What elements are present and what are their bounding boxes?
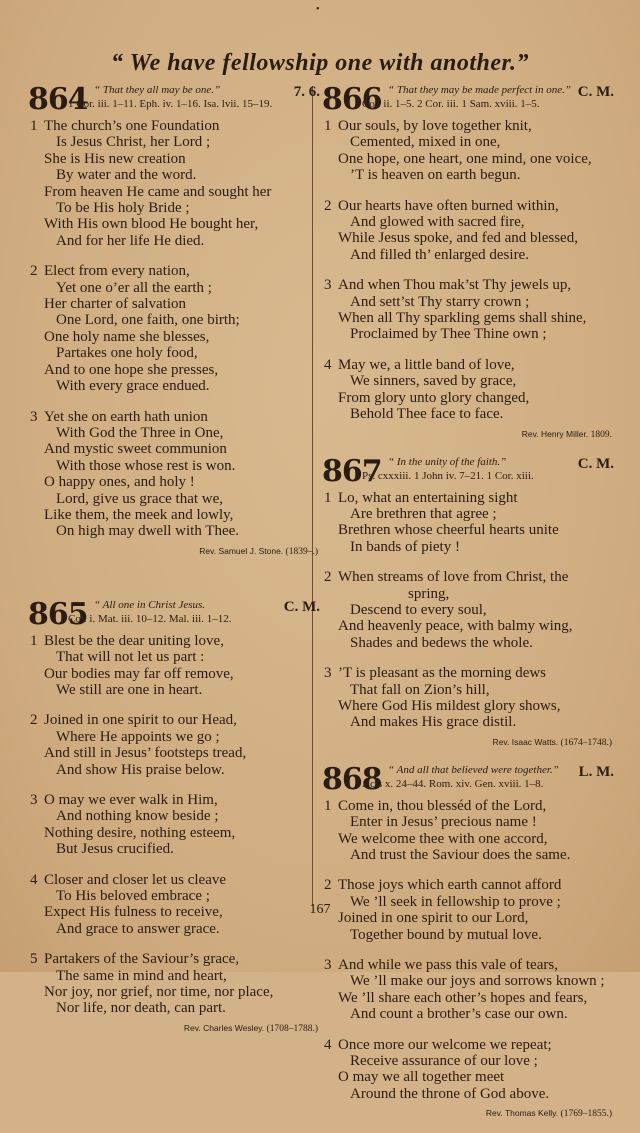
stanza-line: spring, — [408, 585, 450, 602]
stanza-line: One Lord, one faith, one birth; — [56, 312, 240, 329]
stanza-line: On high may dwell with Thee. — [56, 523, 240, 540]
stanza-line: From heaven He came and sought her — [44, 183, 272, 200]
hymn-number: 868 — [322, 761, 382, 797]
hymn-attribution — [24, 1023, 324, 1034]
stanza-line: Closer and closer let us cleave — [44, 871, 227, 888]
stanza-line: Come in, thou blesséd of the Lord, — [338, 797, 547, 814]
stanza-line: To His beloved embrace ; — [56, 888, 210, 905]
right-column — [318, 82, 618, 1133]
stanza-line: Yet one o’er all the earth ; — [56, 279, 212, 296]
stanza-line: Expect His fulness to receive, — [44, 904, 223, 921]
hymn-header — [24, 82, 324, 118]
stanza-line: Partakes one holy food, — [56, 345, 198, 362]
stanza-line: And while we pass this vale of tears, — [338, 957, 558, 974]
stanza-line: We still are one in heart. — [56, 681, 203, 698]
hymn-attribution — [318, 737, 618, 748]
author-name: Rev. Samuel J. Stone. — [199, 545, 284, 556]
stanza-line: Joined in one spirit to our Head, — [44, 712, 237, 729]
stanza-number: 1 — [324, 118, 332, 134]
stanza-line: And grace to answer grace. — [56, 920, 220, 937]
stanza-number: 3 — [30, 408, 38, 425]
stanza-number: 3 — [30, 792, 38, 808]
hymn-header — [318, 82, 618, 118]
stanza-line: Yet she on earth hath union — [44, 408, 208, 425]
stanza-line: Where He appoints we go ; — [56, 728, 220, 745]
stanza-line: And mystic sweet communion — [44, 441, 227, 458]
stanza-line: Partakers of the Saviour’s grace, — [44, 951, 240, 968]
stanza — [318, 357, 618, 423]
stanza-number: 5 — [30, 951, 38, 968]
stanza-line: One holy name she blesses, — [44, 328, 210, 345]
author-dates: (1769–1855.) — [560, 1109, 612, 1120]
hymn-scripture-refs: Ps. cxxxiii. 1 John iv. 7–21. 1 Cor. xiii. — [362, 469, 534, 482]
page-title: “ We have fellowship one with another.” — [111, 50, 529, 76]
stanza-line: Behold Thee face to face. — [350, 406, 504, 423]
hymn-epigraph: “ That they may be made perfect in one.” — [388, 84, 571, 96]
stanza-line: With those whose rest is won. — [56, 457, 236, 474]
stanza-line: But Jesus crucified. — [56, 841, 174, 858]
stanza-line: And show His praise below. — [56, 761, 225, 778]
author-dates: 1809. — [590, 429, 612, 440]
stanza-line: And trust the Saviour does the same. — [350, 847, 571, 863]
stanza-line: We ’ll seek in fellowship to prove ; — [350, 893, 561, 910]
stanza-number: 4 — [30, 871, 38, 888]
stanza-line: Shades and bedews the whole. — [350, 634, 533, 651]
stanza-line: And for her life He died. — [56, 232, 205, 249]
hymn-number: 866 — [322, 82, 382, 117]
hymn-865 — [24, 597, 324, 1034]
stanza — [318, 118, 618, 184]
stanza-line: Those joys which earth cannot afford — [338, 877, 562, 894]
stanza-line: Around the throne of God above. — [350, 1085, 550, 1102]
stanza-line: That fall on Zion’s hill, — [350, 681, 490, 698]
stanza-line: By water and the word. — [56, 167, 197, 184]
stanza — [318, 490, 618, 556]
stanza-line: Where God His mildest glory shows, — [338, 697, 561, 714]
hymn-meter: C. M. — [577, 84, 614, 100]
hymn-scripture-refs: Col. i. Mat. iii. 10–12. Mal. iii. 1–12. — [68, 612, 232, 625]
stanza-line: Her charter of salvation — [44, 296, 187, 313]
stanza-line: Our bodies may far off remove, — [44, 665, 234, 682]
hymn-attribution — [24, 546, 324, 557]
stanza-line: One hope, one heart, one mind, one voice, — [338, 150, 592, 167]
stanza-number: 2 — [30, 712, 38, 729]
stanza-line: O may we ever walk in Him, — [44, 792, 218, 808]
stanza-line: That will not let us part : — [56, 649, 205, 666]
stanza-line: Descend to every soul, — [350, 601, 487, 618]
stanza-number: 4 — [324, 1036, 332, 1053]
stanza-line: She is His new creation — [44, 150, 186, 167]
stanza-line: ’T is pleasant as the morning dews — [338, 665, 547, 682]
stanza-line: And sett’st Thy starry crown ; — [350, 293, 530, 310]
stanza-line: O happy ones, and holy ! — [44, 474, 195, 491]
stanza-number: 2 — [324, 197, 332, 214]
stanza-line: While Jesus spoke, and fed and blessed, — [338, 230, 578, 247]
stanza-number: 3 — [324, 277, 332, 294]
stanza-line: Together bound by mutual love. — [350, 926, 542, 943]
hymn-number: 865 — [28, 596, 88, 632]
stanza — [24, 951, 324, 1017]
stanza — [24, 792, 324, 858]
hymn-number: 864 — [28, 82, 88, 117]
stanza-line: And to one hope she presses, — [44, 361, 219, 378]
top-mark: • — [316, 4, 320, 15]
stanza-line: Nor joy, nor grief, nor time, nor place, — [44, 984, 274, 1001]
stanza — [24, 118, 324, 249]
stanza-line: We ’ll share each other’s hopes and fears, — [338, 989, 588, 1006]
stanza-line: And heavenly peace, with balmy wing, — [338, 618, 573, 635]
stanza — [318, 277, 618, 343]
author-dates: (1708–1788.) — [266, 1023, 318, 1034]
stanza — [318, 1037, 618, 1103]
hymn-header — [318, 454, 618, 490]
hymn-866 — [318, 82, 618, 440]
stanza-line: We welcome thee with one accord, — [338, 830, 548, 847]
hymn-epigraph: “ All one in Christ Jesus. — [94, 598, 206, 611]
stanza-line: O may we all together meet — [338, 1069, 505, 1086]
hymn-number: 867 — [322, 453, 382, 489]
stanza-line: Proclaimed by Thee Thine own ; — [350, 326, 547, 343]
stanza-line: Joined in one spirit to our Lord, — [338, 910, 529, 927]
stanza-line: Our souls, by love together knit, — [338, 118, 532, 134]
page-number: 167 — [309, 902, 331, 917]
stanza-line: With God the Three in One, — [56, 424, 224, 441]
stanza-line: Like them, the meek and lowly, — [44, 506, 234, 523]
stanza-line: The same in mind and heart, — [56, 967, 227, 984]
stanza — [318, 798, 618, 864]
stanza-line: We sinners, saved by grace, — [350, 373, 517, 390]
hymn-header — [24, 597, 324, 633]
author-name: Rev. Isaac Watts. — [492, 736, 559, 747]
stanza — [24, 409, 324, 540]
stanza-line: Lo, what an entertaining sight — [338, 489, 518, 506]
stanza-number: 3 — [324, 957, 332, 974]
stanza-line: Is Jesus Christ, her Lord ; — [56, 134, 211, 151]
stanza-line: And filled th’ enlarged desire. — [350, 246, 529, 263]
hymn-864 — [24, 82, 324, 557]
stanza — [24, 712, 324, 778]
hymn-scripture-refs: Acts x. 24–44. Rom. xiv. Gen. xviii. 1–8. — [362, 777, 544, 790]
stanza — [318, 569, 618, 651]
stanza-number: 1 — [324, 489, 332, 506]
stanza-line: And glowed with sacred fire, — [350, 214, 525, 231]
stanza-line: We ’ll make our joys and sorrows known ; — [350, 973, 605, 990]
stanza-number: 1 — [30, 118, 38, 134]
stanza-line: And makes His grace distil. — [350, 714, 517, 731]
stanza-number: 1 — [30, 632, 38, 649]
stanza-line: And still in Jesus’ footsteps tread, — [44, 745, 247, 762]
stanza-line: The church’s one Foundation — [44, 118, 220, 134]
hymn-attribution — [318, 429, 618, 440]
hymn-867 — [318, 454, 618, 748]
hymn-meter: C. M. — [283, 598, 320, 615]
stanza-line: Are brethren that agree ; — [350, 505, 497, 522]
stanza-line: Nor life, nor death, can part. — [56, 1000, 226, 1017]
stanza-line: Once more our welcome we repeat; — [338, 1036, 552, 1053]
stanza-number: 2 — [324, 877, 332, 894]
author-name: Rev. Charles Wesley. — [183, 1022, 265, 1033]
hymn-scripture-refs: Col. ii. 1–5. 2 Cor. iii. 1 Sam. xviii. 1–5. — [362, 98, 540, 110]
stanza-line: And nothing know beside ; — [56, 808, 219, 825]
stanza-line: With every grace endued. — [56, 378, 210, 395]
stanza-line: Nothing desire, nothing esteem, — [44, 824, 236, 841]
hymn-attribution — [318, 1108, 618, 1119]
stanza-line: Our hearts have often burned within, — [338, 197, 559, 214]
stanza — [318, 198, 618, 264]
stanza-line: Elect from every nation, — [44, 263, 190, 280]
author-dates: (1839–.) — [285, 546, 318, 557]
stanza-line: And when Thou mak’st Thy jewels up, — [338, 277, 572, 294]
author-name: Rev. Thomas Kelly. — [485, 1108, 559, 1119]
stanza-line: Receive assurance of our love ; — [350, 1053, 538, 1070]
hymn-header — [318, 762, 618, 798]
stanza — [24, 263, 324, 394]
stanza-line: From glory unto glory changed, — [338, 389, 530, 406]
stanza-number: 2 — [30, 263, 38, 280]
stanza-line: ’T is heaven on earth begun. — [350, 167, 521, 184]
stanza-line: Cemented, mixed in one, — [350, 134, 501, 151]
stanza-line: Enter in Jesus’ precious name ! — [350, 814, 537, 831]
hymn-epigraph: “ And all that believed were together.” — [388, 763, 559, 776]
stanza-line: When all Thy sparkling gems shall shine, — [338, 310, 587, 327]
stanza-line: Lord, give us grace that we, — [56, 490, 224, 507]
stanza-number: 2 — [324, 569, 332, 586]
stanza-number: 4 — [324, 356, 332, 373]
stanza-line: Brethren whose cheerful hearts unite — [338, 522, 559, 539]
stanza-line: To be His holy Bride ; — [56, 200, 190, 217]
hymn-epigraph: “ That they all may be one.” — [94, 84, 221, 96]
stanza-line: Blest be the dear uniting love, — [44, 632, 224, 649]
stanza-line: When streams of love from Christ, the — [338, 569, 569, 586]
hymn-meter: C. M. — [577, 455, 614, 472]
stanza — [318, 957, 618, 1023]
hymn-868 — [318, 762, 618, 1120]
author-dates: (1674–1748.) — [560, 737, 612, 748]
stanza-line: May we, a little band of love, — [338, 356, 515, 373]
hymn-scripture-refs: 1 Cor. iii. 1–11. Eph. iv. 1–16. Isa. lvii. 15–19. — [68, 98, 273, 110]
hymn-meter: 7. 6. — [293, 84, 320, 100]
stanza-number: 1 — [324, 797, 332, 814]
stanza-line: And count a brother’s case our own. — [350, 1006, 568, 1023]
stanza-line: With His own blood He bought her, — [44, 216, 259, 233]
author-name: Rev. Henry Miller. — [521, 428, 589, 439]
stanza-number: 3 — [324, 665, 332, 682]
hymn-meter: L. M. — [578, 763, 614, 780]
stanza — [318, 665, 618, 731]
stanza-line: In bands of piety ! — [350, 538, 460, 555]
stanza — [24, 633, 324, 699]
hymn-epigraph: “ In the unity of the faith.” — [388, 455, 507, 468]
